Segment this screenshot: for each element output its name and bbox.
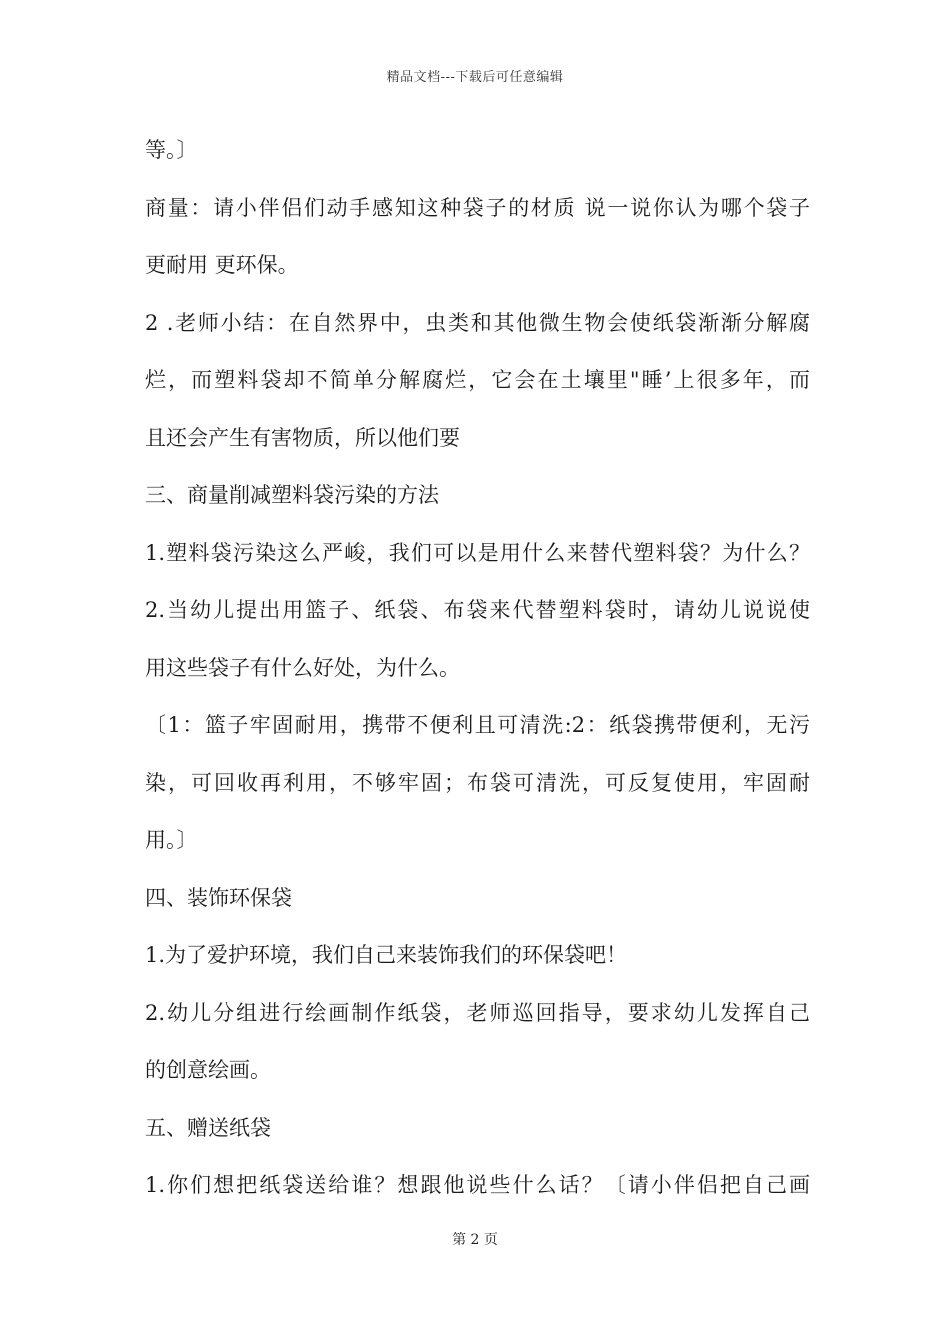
- page-number: 第 2 页: [452, 1232, 498, 1248]
- text-line: 三、商量削减塑料袋污染的方法: [145, 483, 439, 507]
- text-line: 且还会产生有害物质，所以他们要: [145, 425, 460, 450]
- text-line: 1.为了爱护环境，我们自己来装饰我们的环保袋吧！: [145, 943, 628, 967]
- text-line: 烂，而塑料袋却不简单分解腐烂，它会在土壤里"睡’上很多年，而: [145, 368, 810, 392]
- text-line: 染，可回收再利用，不够牢固；布袋可清洗，可反复使用，牢固耐: [145, 770, 810, 795]
- text-line: 的创意绘画。: [145, 1058, 271, 1082]
- text-line: 用这些袋子有什么好处，为什么。: [145, 655, 460, 680]
- text-line: 更耐用 更环保。: [145, 253, 299, 277]
- text-line: 2.当幼儿提出用篮子、纸袋、布袋来代替塑料袋时，请幼儿说说使: [145, 598, 810, 622]
- text-line: 四、装饰环保袋: [145, 885, 292, 910]
- text-line: 用。〕: [145, 828, 198, 852]
- text-line: 1.你们想把纸袋送给谁？想跟他说些什么话？〔请小伴侣把自己画: [145, 1173, 810, 1197]
- document-body: [145, 128, 810, 1221]
- text-line: 五、赠送纸袋: [145, 1115, 271, 1140]
- text-line: 2.幼儿分组进行绘画制作纸袋，老师巡回指导，要求幼儿发挥自己: [145, 1000, 810, 1025]
- text-line: 商量：请小伴侣们动手感知这种袋子的材质 说一说你认为哪个袋子: [145, 195, 810, 220]
- text-line: 〔1：篮子牢固耐用，携带不便利且可清洗:2：纸袋携带便利，无污: [145, 713, 810, 737]
- text-line: 等。〕: [145, 138, 198, 162]
- text-line: 2 .老师小结：在自然界中，虫类和其他微生物会使纸袋渐渐分解腐: [145, 310, 810, 335]
- text-line: 1.塑料袋污染这么严峻，我们可以是用什么来替代塑料袋？为什么？: [145, 540, 810, 565]
- page-header: 精品文档---下载后可任意编辑: [386, 70, 564, 85]
